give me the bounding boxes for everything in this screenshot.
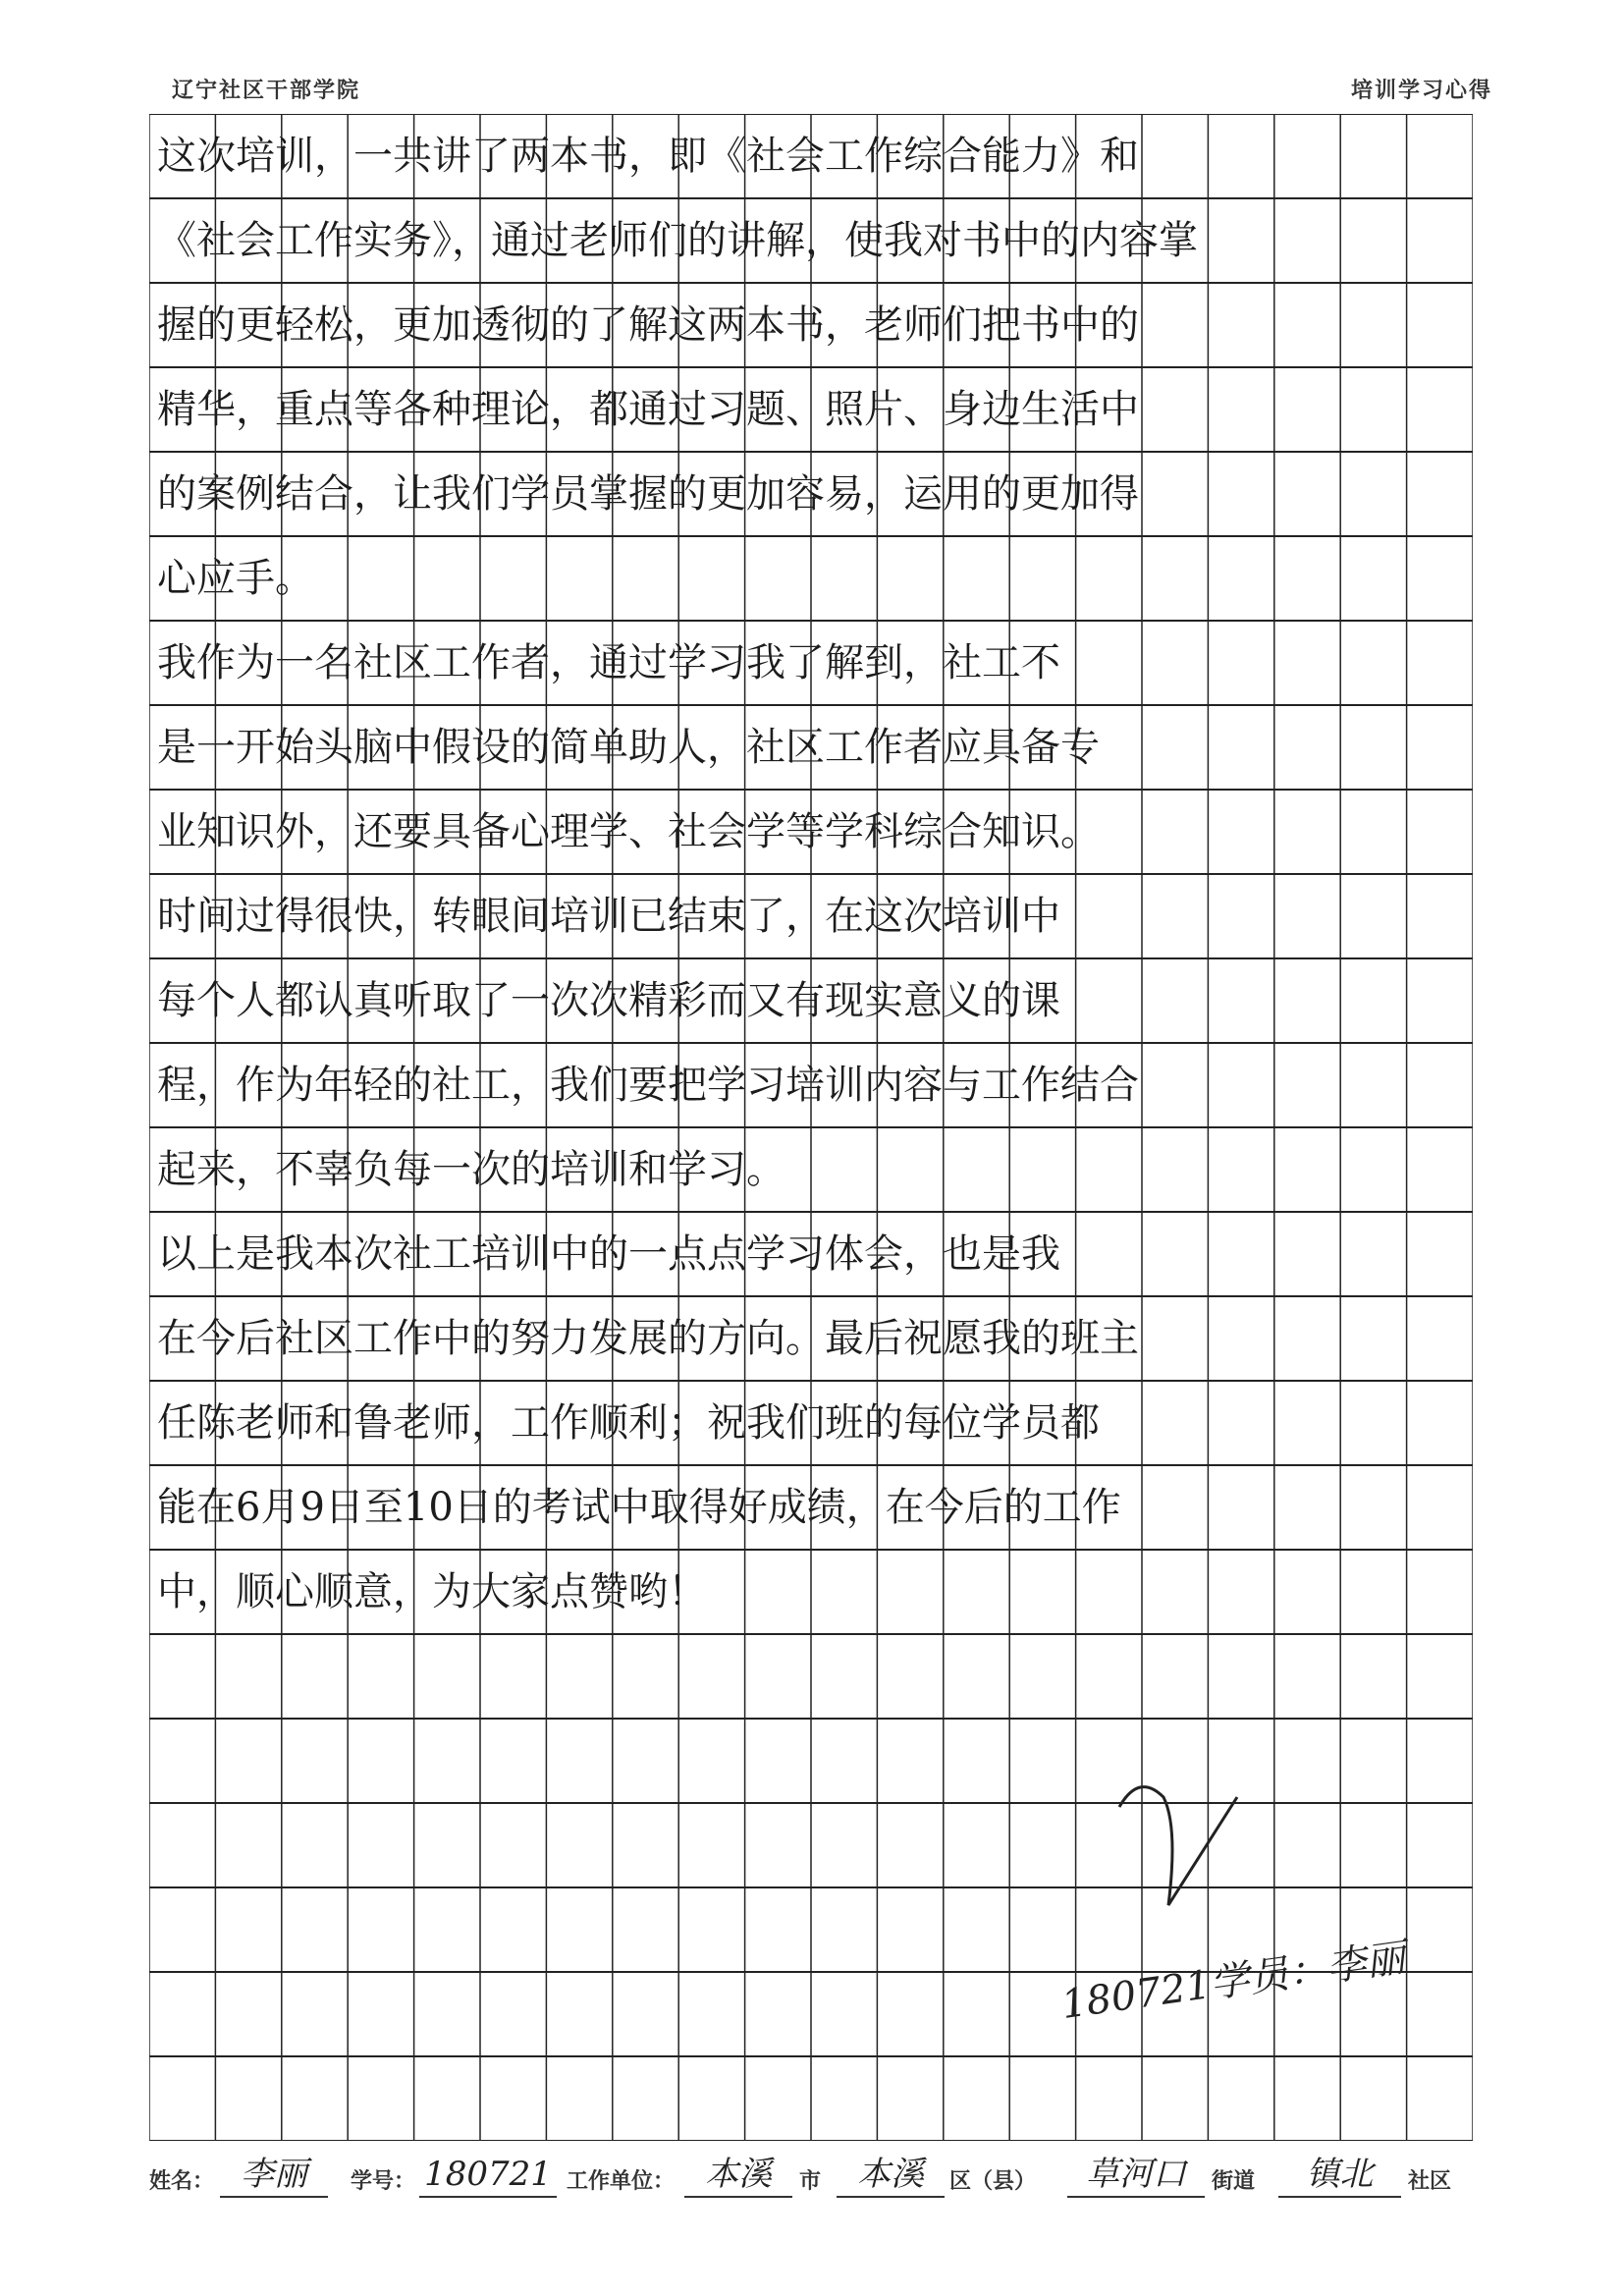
check-mark <box>1109 1768 1247 1929</box>
essay-line: 程，作为年轻的社工，我们要把学习培训内容与工作结合 <box>157 1063 1139 1108</box>
community-suffix: 社区 <box>1408 2169 1452 2194</box>
writing-grid <box>149 114 1473 2141</box>
district-suffix: 区（县） <box>949 2169 1037 2194</box>
student-id-value: 180721 <box>419 2153 557 2198</box>
essay-line: 精华，重点等各种理论，都通过习题、照片、身边生活中 <box>157 387 1139 432</box>
street-value: 草河口 <box>1067 2153 1205 2198</box>
essay-line: 握的更轻松，更加透彻的了解这两本书，老师们把书中的 <box>157 302 1139 348</box>
community-value: 镇北 <box>1278 2153 1401 2198</box>
student-info-footer <box>149 2153 1504 2202</box>
essay-line: 心应手。 <box>157 556 314 601</box>
essay-line: 《社会工作实务》，通过老师们的讲解，使我对书中的内容掌 <box>157 218 1198 263</box>
essay-line: 起来，不辜负每一次的培训和学习。 <box>157 1147 785 1192</box>
work-unit-label: 工作单位： <box>567 2169 676 2194</box>
name-label: 姓名： <box>149 2169 215 2194</box>
student-id-label: 学号： <box>351 2169 416 2194</box>
name-value: 李丽 <box>220 2153 328 2198</box>
essay-line: 任陈老师和鲁老师，工作顺利；祝我们班的每位学员都 <box>157 1400 1100 1446</box>
essay-line: 我作为一名社区工作者，通过学习我了解到，社工不 <box>157 640 1060 685</box>
document-type-header: 培训学习心得 <box>1350 79 1492 103</box>
student-signature: 180721学员：李丽 <box>1058 1935 1408 2029</box>
essay-line: 的案例结合，让我们学员掌握的更加容易，运用的更加得 <box>157 471 1139 517</box>
street-suffix: 街道 <box>1212 2169 1256 2194</box>
essay-line: 这次培训，一共讲了两本书，即《社会工作综合能力》和 <box>157 134 1139 179</box>
city-value: 本溪 <box>684 2153 792 2198</box>
essay-line: 中，顺心顺意，为大家点赞哟！ <box>157 1569 707 1614</box>
essay-line: 业知识外，还要具备心理学、社会学等学科综合知识。 <box>157 809 1100 854</box>
essay-line: 每个人都认真听取了一次次精彩而又有现实意义的课 <box>157 978 1060 1023</box>
essay-line: 在今后社区工作中的努力发展的方向。最后祝愿我的班主 <box>157 1316 1139 1361</box>
essay-line: 是一开始头脑中假设的简单助人，社区工作者应具备专 <box>157 725 1100 770</box>
institution-header: 辽宁社区干部学院 <box>172 79 361 103</box>
essay-line: 以上是我本次社工培训中的一点点学习体会，也是我 <box>157 1231 1060 1277</box>
city-suffix: 市 <box>799 2169 822 2194</box>
district-value: 本溪 <box>837 2153 945 2198</box>
essay-line: 时间过得很快，转眼间培训已结束了，在这次培训中 <box>157 894 1060 939</box>
essay-line: 能在6月9日至10日的考试中取得好成绩，在今后的工作 <box>157 1485 1121 1530</box>
